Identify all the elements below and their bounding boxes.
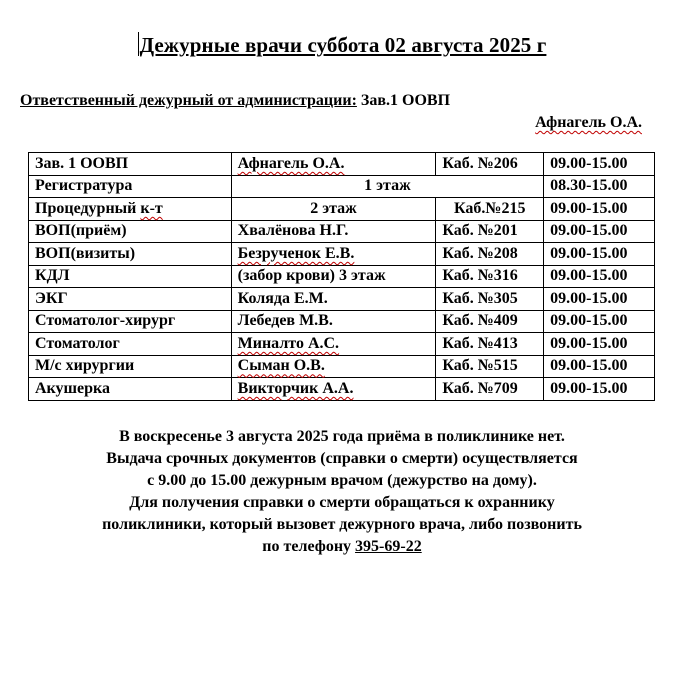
hours-cell: 09.00-15.00 <box>544 220 655 243</box>
dept-cell: Стоматолог-хирург <box>29 310 232 333</box>
room-cell: Каб. №409 <box>436 310 544 333</box>
table-row <box>29 310 655 333</box>
dept-cell: ВОП(визиты) <box>29 243 232 266</box>
hours-cell: 09.00-15.00 <box>544 378 655 401</box>
responsible-label: Ответственный дежурный от администрации: <box>20 92 357 109</box>
dept-cell: ЭКГ <box>29 288 232 311</box>
notice-line: с 9.00 до 15.00 дежурным врачом (дежурство на дому). <box>147 472 537 489</box>
hours-cell: 09.00-15.00 <box>544 333 655 356</box>
table-row <box>29 243 655 266</box>
doctor-name: Афнагель О.А. <box>237 154 345 172</box>
hours-cell: 08.30-15.00 <box>544 175 655 198</box>
room-cell: Каб. №413 <box>436 333 544 356</box>
table-row <box>29 378 655 401</box>
table-row <box>29 220 655 243</box>
hours-cell: 09.00-15.00 <box>544 153 655 176</box>
responsible-line <box>20 92 450 110</box>
table-row <box>29 153 655 176</box>
dept-cell: КДЛ <box>29 265 232 288</box>
hours-cell: 09.00-15.00 <box>544 198 655 221</box>
dept-cell: ВОП(приём) <box>29 220 232 243</box>
doctor-name: Безрученок Е.В. <box>237 244 355 262</box>
room-cell: Каб. №305 <box>436 288 544 311</box>
page-title <box>0 32 684 58</box>
hours-cell: 09.00-15.00 <box>544 265 655 288</box>
notice-line: поликлиники, который вызовет дежурного врача, либо позвонить <box>102 516 582 533</box>
doctor-name: Миналто А.С. <box>237 334 340 352</box>
dept-cell: Акушерка <box>29 378 232 401</box>
page-title-text: Дежурные врачи суббота 02 августа 2025 г <box>139 33 547 57</box>
doctor-cell: Коляда Е.М. <box>231 288 436 311</box>
doctor-cell <box>231 355 436 378</box>
responsible-position: Зав.1 ООВП <box>356 92 451 109</box>
doctor-cell <box>231 243 436 266</box>
hours-cell: 09.00-15.00 <box>544 355 655 378</box>
dept-abbrev: к-т <box>140 199 163 217</box>
table-row <box>29 175 655 198</box>
notice-block <box>0 426 684 558</box>
phone-number: 395-69-22 <box>355 538 422 555</box>
table-row <box>29 265 655 288</box>
room-cell: Каб. №201 <box>436 220 544 243</box>
dept-cell: Стоматолог <box>29 333 232 356</box>
hours-cell: 09.00-15.00 <box>544 243 655 266</box>
hours-cell: 09.00-15.00 <box>544 288 655 311</box>
notice-line: В воскресенье 3 августа 2025 года приёма в поликлинике нет. <box>119 428 565 445</box>
responsible-name <box>535 114 642 132</box>
responsible-name-text: Афнагель О.А. <box>535 114 642 131</box>
doctor-cell: Хвалёнова Н.Г. <box>231 220 436 243</box>
room-cell: Каб. №515 <box>436 355 544 378</box>
table-row <box>29 198 655 221</box>
doctor-cell: (забор крови) 3 этаж <box>231 265 436 288</box>
duty-schedule-table <box>28 152 655 401</box>
doctor-name: Сыман О.В. <box>237 357 325 375</box>
notice-line: Для получения справки о смерти обращаться к охраннику <box>129 494 555 511</box>
location-cell: 1 этаж <box>231 175 544 198</box>
room-cell: Каб. №206 <box>436 153 544 176</box>
text-cursor <box>138 32 139 56</box>
notice-line: Выдача срочных документов (справки о смерти) осуществляется <box>106 450 578 467</box>
room-cell: Каб. №208 <box>436 243 544 266</box>
dept-cell: Регистратура <box>29 175 232 198</box>
notice-line <box>0 536 684 558</box>
location-cell: 2 этаж <box>231 198 436 221</box>
room-cell: Каб.№215 <box>436 198 544 221</box>
doctor-cell <box>231 153 436 176</box>
doctor-cell <box>231 333 436 356</box>
hours-cell: 09.00-15.00 <box>544 310 655 333</box>
table-row <box>29 333 655 356</box>
doctor-name: Викторчик А.А. <box>237 379 354 397</box>
room-cell: Каб. №709 <box>436 378 544 401</box>
phone-prefix: по телефону <box>262 538 356 555</box>
table-row <box>29 355 655 378</box>
table-row <box>29 288 655 311</box>
doctor-cell: Лебедев М.В. <box>231 310 436 333</box>
dept-cell: Зав. 1 ООВП <box>29 153 232 176</box>
dept-cell: М/с хирургии <box>29 355 232 378</box>
doctor-cell <box>231 378 436 401</box>
dept-cell: Процедурный к-т <box>29 198 232 221</box>
room-cell: Каб. №316 <box>436 265 544 288</box>
